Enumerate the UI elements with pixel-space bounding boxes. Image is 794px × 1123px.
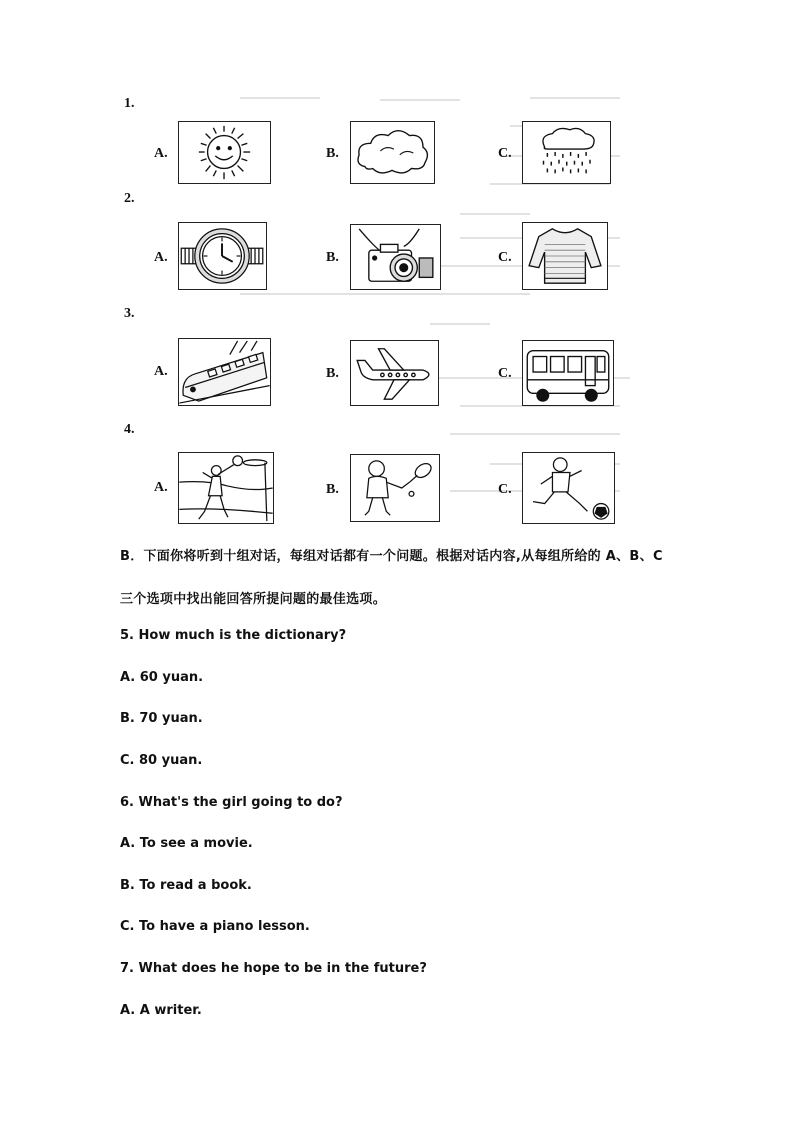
rain-cloud-icon <box>523 122 610 183</box>
camera-icon <box>351 225 440 289</box>
section-b-instruction: B．下面你将听到十组对话，每组对话都有一个问题。根据对话内容,从每组所给的 A、B、C <box>120 549 663 564</box>
option-label: A. <box>154 250 168 265</box>
camera-picture[interactable] <box>350 224 441 290</box>
option-label: A. <box>154 146 168 161</box>
basketball-player-icon <box>179 453 273 523</box>
section-b-instruction: 三个选项中找出能回答所提问题的最佳选项。 <box>120 592 387 607</box>
option-label: B. <box>326 250 339 265</box>
question-number: 1. <box>124 96 135 111</box>
train-picture[interactable] <box>178 338 271 406</box>
sweater-icon <box>523 223 607 289</box>
question-number: 4. <box>124 422 135 437</box>
airplane-picture[interactable] <box>350 340 439 406</box>
answer-option[interactable]: B. To read a book. <box>120 878 252 893</box>
answer-option[interactable]: C. To have a piano lesson. <box>120 919 310 934</box>
sun-picture[interactable] <box>178 121 271 184</box>
basketball-picture[interactable] <box>178 452 274 524</box>
train-icon <box>179 339 270 405</box>
cloud-picture[interactable] <box>350 121 435 184</box>
question-number: 3. <box>124 306 135 321</box>
question-text: 7. What does he hope to be in the future? <box>120 961 427 976</box>
option-label: C. <box>498 146 512 161</box>
option-label: B. <box>326 482 339 497</box>
option-label: C. <box>498 250 512 265</box>
cloud-icon <box>351 122 434 183</box>
option-label: B. <box>326 146 339 161</box>
answer-option[interactable]: A. 60 yuan. <box>120 670 204 685</box>
question-number: 2. <box>124 191 135 206</box>
answer-option[interactable]: B. 70 yuan. <box>120 711 203 726</box>
option-label: A. <box>154 480 168 495</box>
sun-icon <box>179 122 270 183</box>
bus-picture[interactable] <box>522 340 614 406</box>
option-label: A. <box>154 364 168 379</box>
option-label: B. <box>326 366 339 381</box>
answer-option[interactable]: A. To see a movie. <box>120 836 253 851</box>
tennis-picture[interactable] <box>350 454 440 522</box>
sweater-picture[interactable] <box>522 222 608 290</box>
option-label: C. <box>498 482 512 497</box>
answer-option[interactable]: A. A writer. <box>120 1003 202 1018</box>
tennis-player-icon <box>351 455 439 521</box>
soccer-picture[interactable] <box>522 452 615 524</box>
question-text: 5. How much is the dictionary? <box>120 628 347 643</box>
bus-icon <box>523 341 613 405</box>
option-label: C. <box>498 366 512 381</box>
rain-cloud-picture[interactable] <box>522 121 611 184</box>
airplane-icon <box>351 341 438 405</box>
watch-picture[interactable] <box>178 222 267 290</box>
question-text: 6. What's the girl going to do? <box>120 795 343 810</box>
answer-option[interactable]: C. 80 yuan. <box>120 753 203 768</box>
soccer-player-icon <box>523 453 614 523</box>
wristwatch-icon <box>179 223 266 289</box>
